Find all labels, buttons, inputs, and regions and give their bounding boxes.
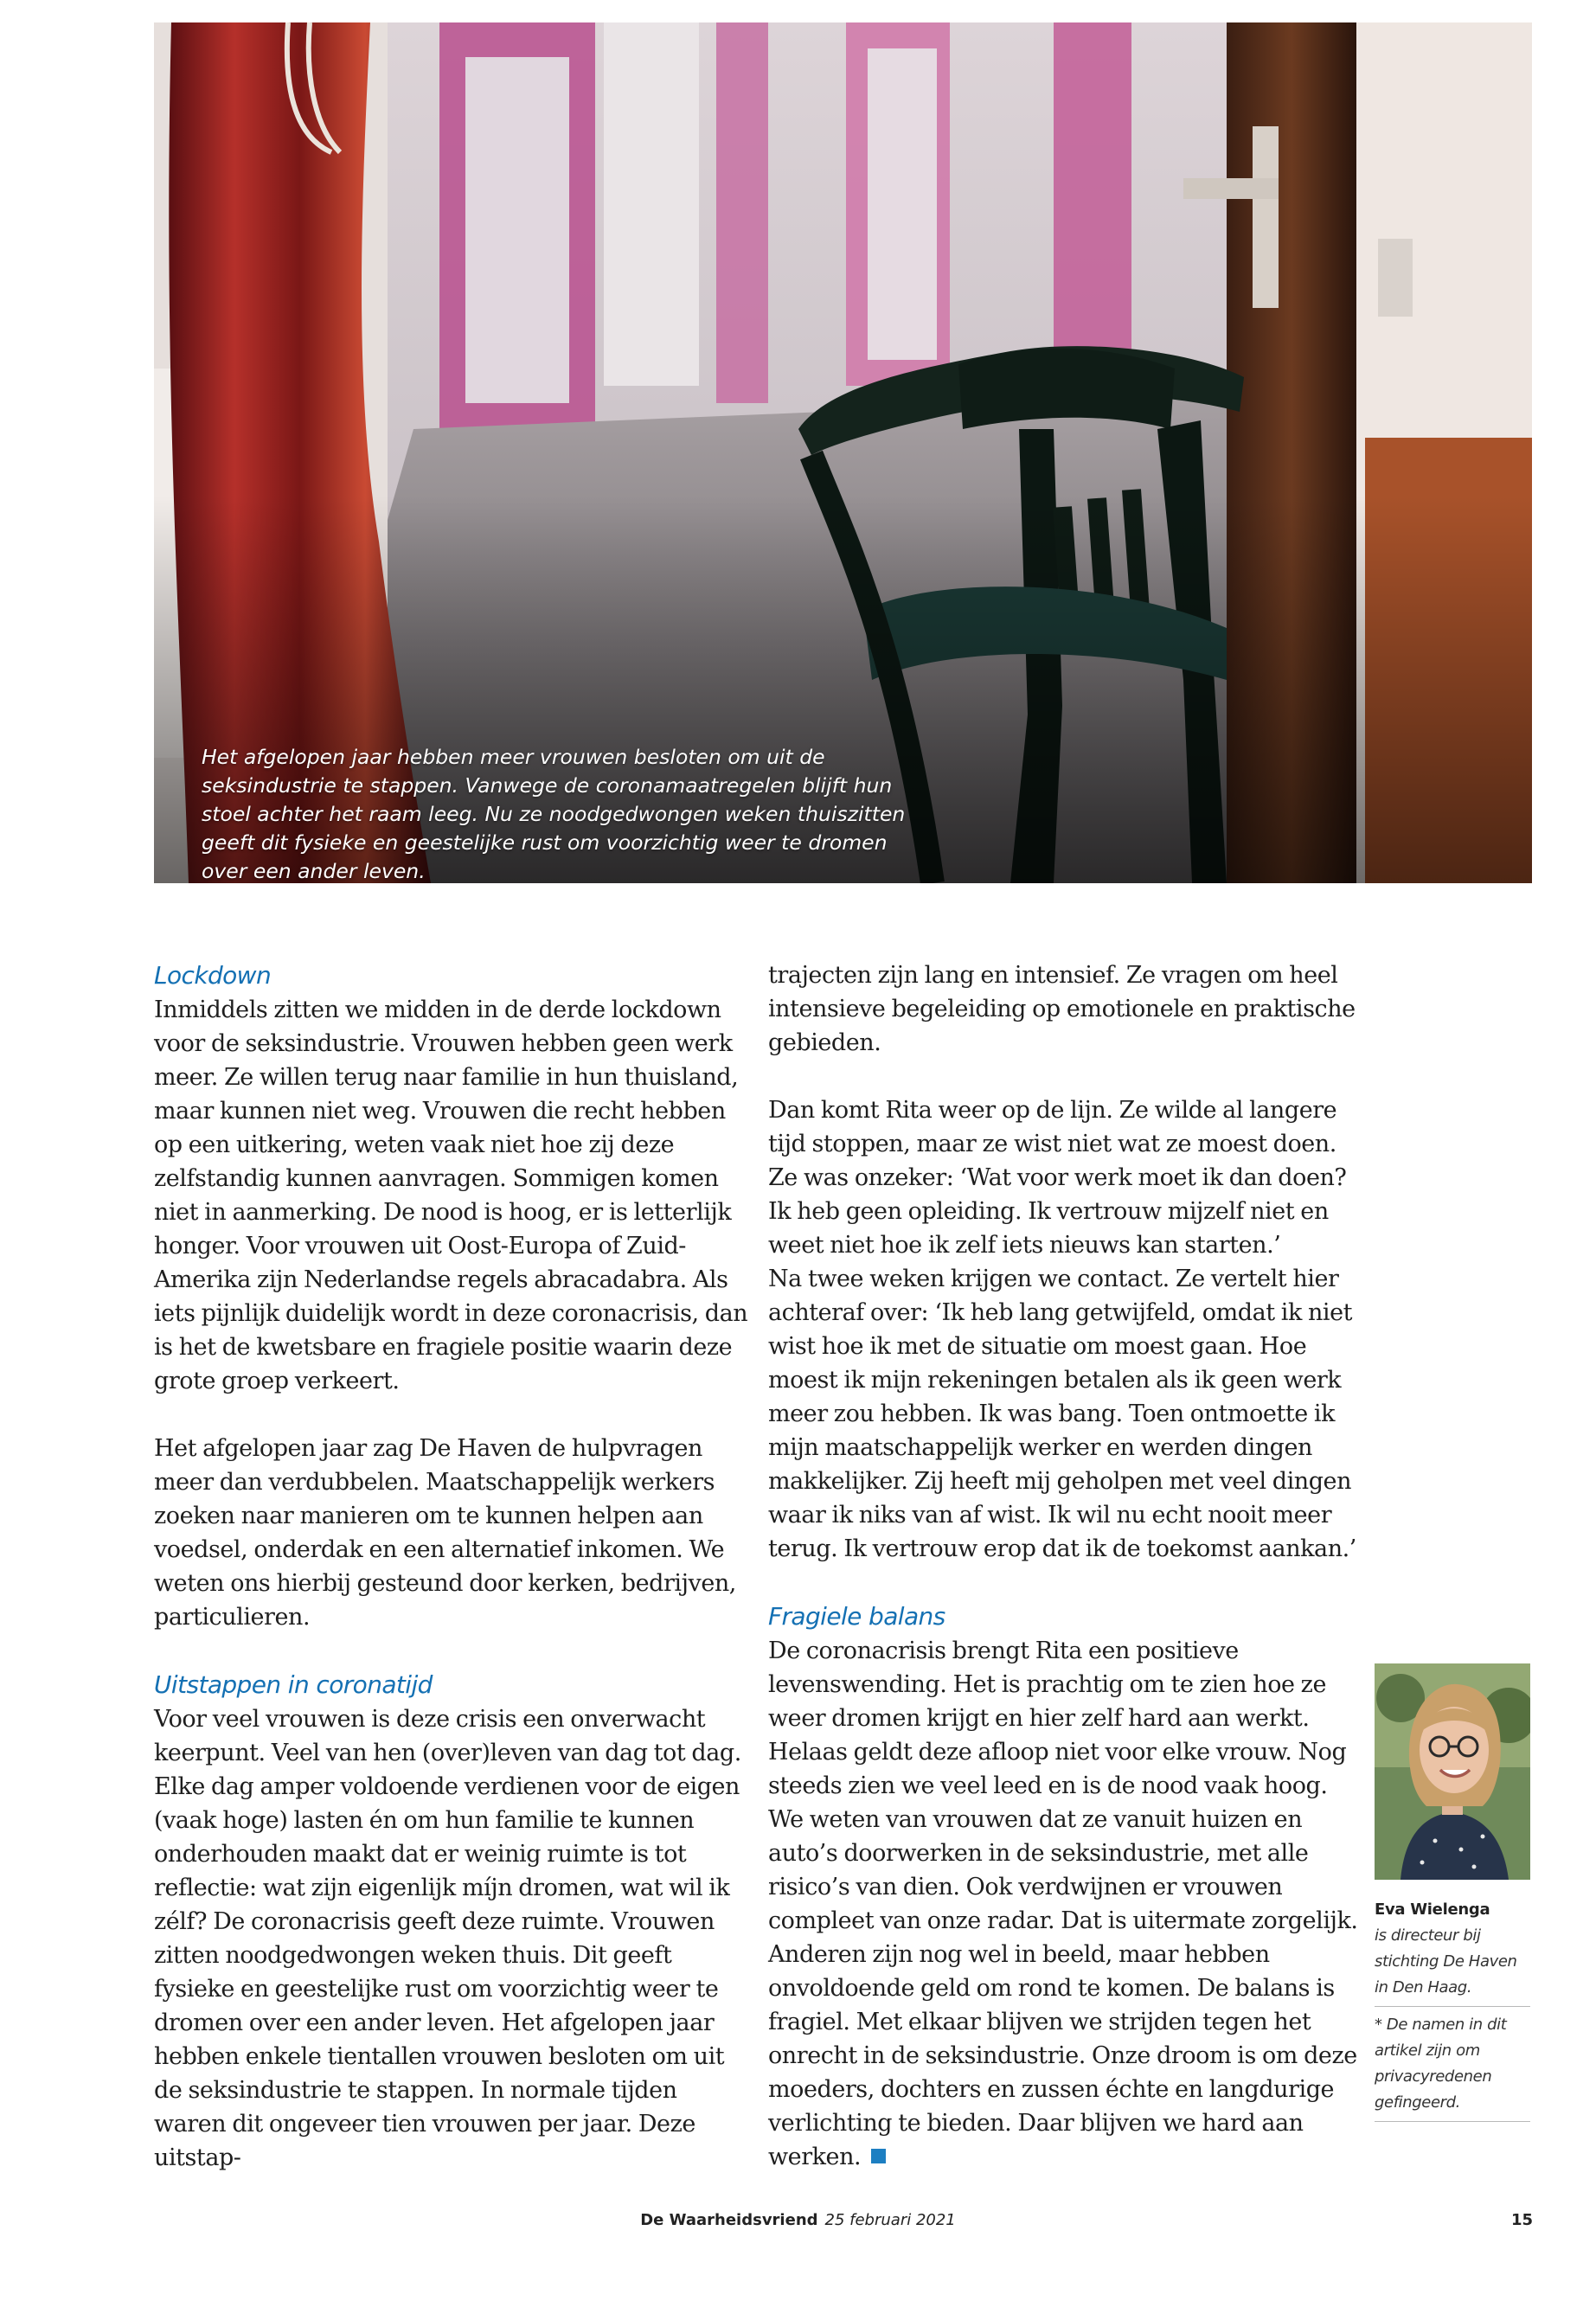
paragraph	[768, 1735, 1365, 2174]
page-footer	[0, 2211, 1596, 2229]
author-portrait-illustration	[1375, 1663, 1530, 1880]
paragraph: Na twee weken krijgen we contact. Ze vertelt hier achteraf over: ‘Ik heb lang getwijfeld, omdat ik niet wist hoe ik met de situatie om moest gaan. Hoe moest ik mijn rekeningen betalen als ik geen werk meer zou hebben. Ik was bang. Toen ontmoette ik mijn maatschappelijk werker en werden dingen makkelijker. Zij heeft mij geholpen met veel dingen waar ik niks van af wist. Ik wil nu echt nooit meer terug. Ik vertrouw erop dat ik de toekomst aankan.’	[768, 1266, 1356, 1562]
photo-caption: Het afgelopen jaar hebben meer vrouwen besloten om uit de seksindustrie te stappen. Vanwege de coronamaatregelen blijft hun stoel achter het raam leeg. Nu ze noodgedwongen weken thuiszitten geeft dit fysieke en geestelijke rust om voorzichtig weer te dromen over een ander leven.	[202, 745, 906, 883]
author-portrait	[1375, 1663, 1530, 1880]
heading-lockdown: Lockdown	[154, 961, 272, 990]
heading-fragiele-balans: Fragiele balans	[768, 1602, 945, 1631]
paragraph: Inmiddels zitten we midden in de derde lockdown voor de seksindustrie. Vrouwen hebben geen werk meer. Ze willen terug naar familie in hun thuisland, maar kunnen niet weg. Vrouwen die recht hebben op een uitkering, weten vaak niet hoe zij deze zelfstandig kunnen aanvragen. Sommigen komen niet in aanmerking. De nood is hoog, er is letterlijk honger. Voor vrouwen uit Oost-Europa of Zuid-Amerika zijn Nederlandse regels abracadabra. Als iets pijnlijk duidelijk wordt in deze coronacrisis, dan is het de kwetsbare en fragiele positie waarin deze grote groep verkeert.	[154, 997, 748, 1394]
divider	[1375, 2121, 1530, 2122]
divider	[1375, 2006, 1530, 2007]
paragraph-text: Helaas geldt deze afloop niet voor elke vrouw. Nog steeds zien we veel leed en is de nood vaak hoog. We weten van vrouwen dat ze vanuit huizen en auto’s doorwerken in de seksindustrie, met alle risico’s van dien. Ook verdwijnen er vrouwen compleet van onze radar. Dat is uitermate zorgelijk. Anderen zijn nog wel in beeld, maar hebben onvoldoende geld om rond te komen. De balans is fragiel. Met elkaar blijven we strijden tegen het onrecht in de seksindustrie. Onze droom is om deze moeders, dochters en zussen échte en langdurige verlichting te bieden. Daar blijven we hard aan werken.	[768, 1739, 1358, 2170]
author-sidebar	[1375, 1663, 1530, 2127]
hero-photo	[154, 22, 1532, 883]
paragraph: De coronacrisis brengt Rita een positieve levenswending. Het is prachtig om te zien hoe ze weer dromen krijgt en hier zelf hard aan werkt.	[768, 1638, 1326, 1732]
paragraph: trajecten zijn lang en intensief. Ze vragen om heel intensieve begeleiding op emotionele en praktische gebieden.	[768, 962, 1356, 1056]
paragraph: Het afgelopen jaar zag De Haven de hulpvragen meer dan verdubbelen. Maatschappelijk werkers zoeken naar manieren om te kunnen helpen aan voedsel, onderdak en een alternatief inkomen. We weten ons hierbij gesteund door kerken, bedrijven, particulieren.	[154, 1435, 736, 1631]
article-column-left	[154, 958, 751, 2175]
article-column-right	[768, 958, 1365, 2174]
privacy-note: * De namen in dit artikel zijn om privacyredenen gefingeerd.	[1375, 2016, 1507, 2112]
article-end-mark	[871, 2149, 886, 2163]
publication-name: De Waarheidsvriend	[640, 2211, 818, 2229]
issue-date: 25 februari 2021	[824, 2211, 956, 2229]
heading-uitstappen: Uitstappen in coronatijd	[154, 1670, 433, 1699]
author-role: is directeur bij stichting De Haven in Den Haag.	[1375, 1926, 1517, 1997]
page-number: 15	[1510, 2211, 1533, 2229]
paragraph: Voor veel vrouwen is deze crisis een onverwacht keerpunt. Veel van hen (over)leven van dag tot dag. Elke dag amper voldoende verdienen voor de eigen (vaak hoge) lasten én om hun familie te kunnen onderhouden maakt dat er weinig ruimte is tot reflectie: wat zijn eigenlijk míjn dromen, wat wil ik zélf? De coronacrisis geeft deze ruimte. Vrouwen zitten noodgedwongen weken thuis. Dit geeft fysieke en geestelijke rust om voorzichtig weer te dromen over een ander leven. Het afgelopen jaar hebben enkele tientallen vrouwen besloten om uit de seksindustrie te stappen. In normale tijden waren dit ongeveer tien vrouwen per jaar. Deze uitstap-	[154, 1706, 741, 2171]
paragraph: Dan komt Rita weer op de lijn. Ze wilde al langere tijd stoppen, maar ze wist niet wat ze moest doen. Ze was onzeker: ‘Wat voor werk moet ik dan doen? Ik heb geen opleiding. Ik vertrouw mijzelf niet en weet niet hoe ik zelf iets nieuws kan starten.’	[768, 1097, 1347, 1259]
author-name: Eva Wielenga	[1375, 1900, 1490, 1919]
